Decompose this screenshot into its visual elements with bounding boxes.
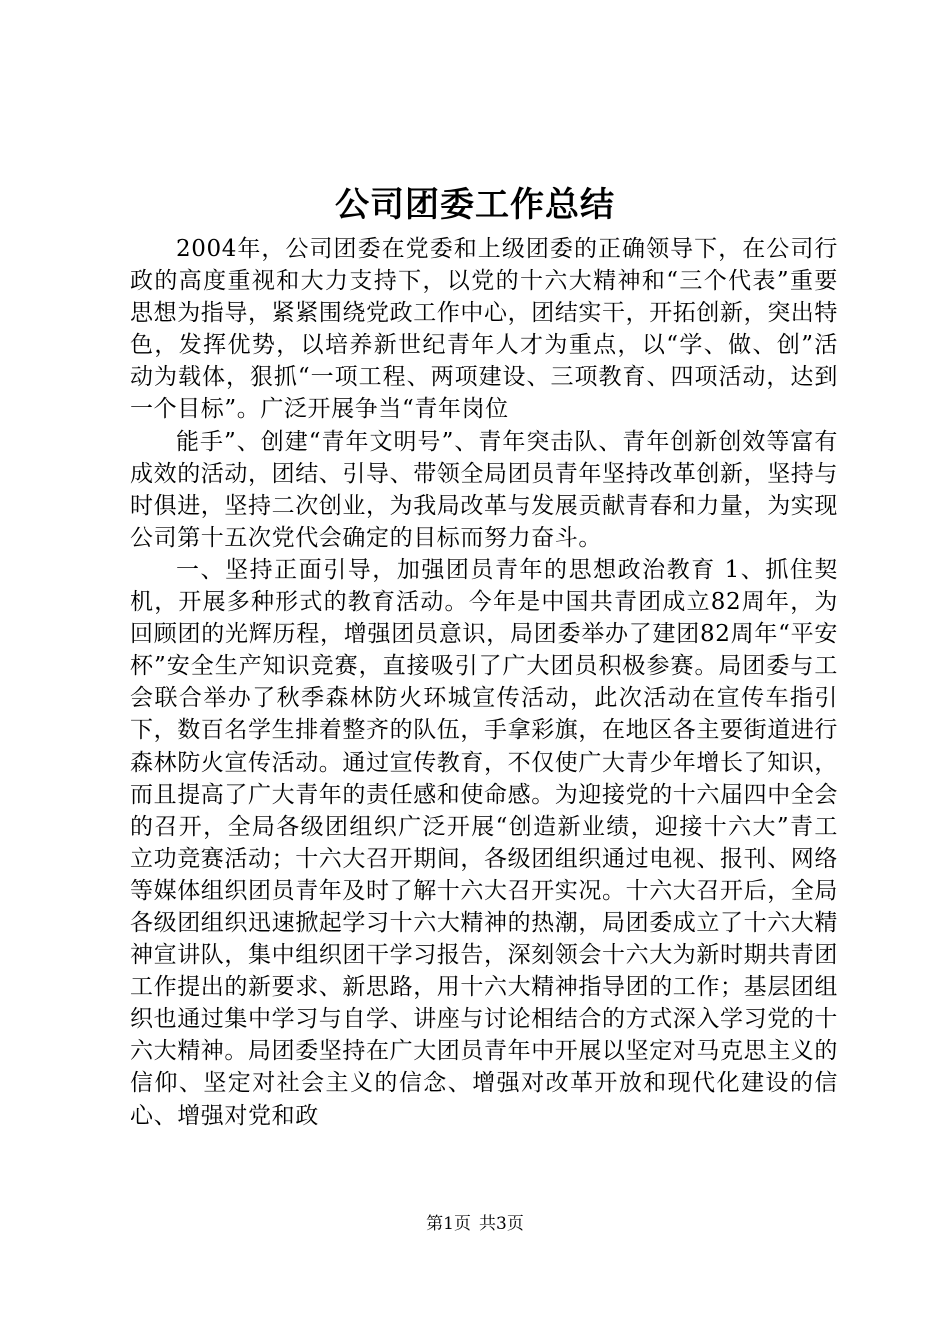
paragraph-section-one: 一、坚持正面引导，加强团员青年的思想政治教育 1、抓住契机，开展多种形式的教育活动。今年是中国共青团成立82周年，为回顾团的光辉历程，增强团员意识，局团委举办了建团82周年“平安杯”安全生产知识竞赛，直接吸引了广大团员积极参赛。局团委与工会联合举办了秋季森林防火环城宣传活动，此次活动在宣传车指引下，数百名学生排着整齐的队伍，手拿彩旗，在地区各主要街道进行森林防火宣传活动。通过宣传教育，不仅使广大青少年增长了知识，而且提高了广大青年的责任感和使命感。为迎接党的十六届四中全会的召开，全局各级团组织广泛开展“创造新业绩，迎接十六大”青工立功竞赛活动；十六大召开期间，各级团组织通过电视、报刊、网络等媒体组织团员青年及时了解十六大召开实况。十六大召开后，全局各级团组织迅速掀起学习十六大精神的热潮，局团委成立了十六大精神宣讲队，集中组织团干学习报告，深刻领会十六大为新时期共青团工作提出的新要求、新思路，用十六大精神指导团的工作；基层团组织也通过集中学习与自学、讲座与讨论相结合的方式深入学习党的十六大精神。局团委坚持在广大团员青年中开展以坚定对马克思主义的信仰、坚定对社会主义的信念、增强对改革开放和现代化建设的信心、增强对党和政 <box>130 556 838 1129</box>
paragraph-continuation: 能手”、创建“青年文明号”、青年突击队、青年创新创效等富有成效的活动，团结、引导、带领全局团员青年坚持改革创新，坚持与时俱进，坚持二次创业，为我局改革与发展贡献青春和力量，为实现公司第十五次党代会确定的目标而努力奋斗。 <box>130 428 838 551</box>
page-footer <box>0 1212 950 1236</box>
document-title: 公司团委工作总结 <box>335 185 615 225</box>
page-total: 共3页 <box>479 1214 524 1234</box>
document-body <box>130 233 838 1132</box>
paragraph-intro: 2004年，公司团委在党委和上级团委的正确领导下，在公司行政的高度重视和大力支持下，以党的十六大精神和“三个代表”重要思想为指导，紧紧围绕党政工作中心，团结实干，开拓创新，突出特色，发挥优势，以培养新世纪青年人才为重点，以“学、做、创”活动为载体，狠抓“一项工程、两项建设、三项教育、四项活动，达到一个目标”。广泛开展争当“青年岗位 <box>130 236 838 423</box>
page-number: 第1页 <box>426 1214 471 1234</box>
